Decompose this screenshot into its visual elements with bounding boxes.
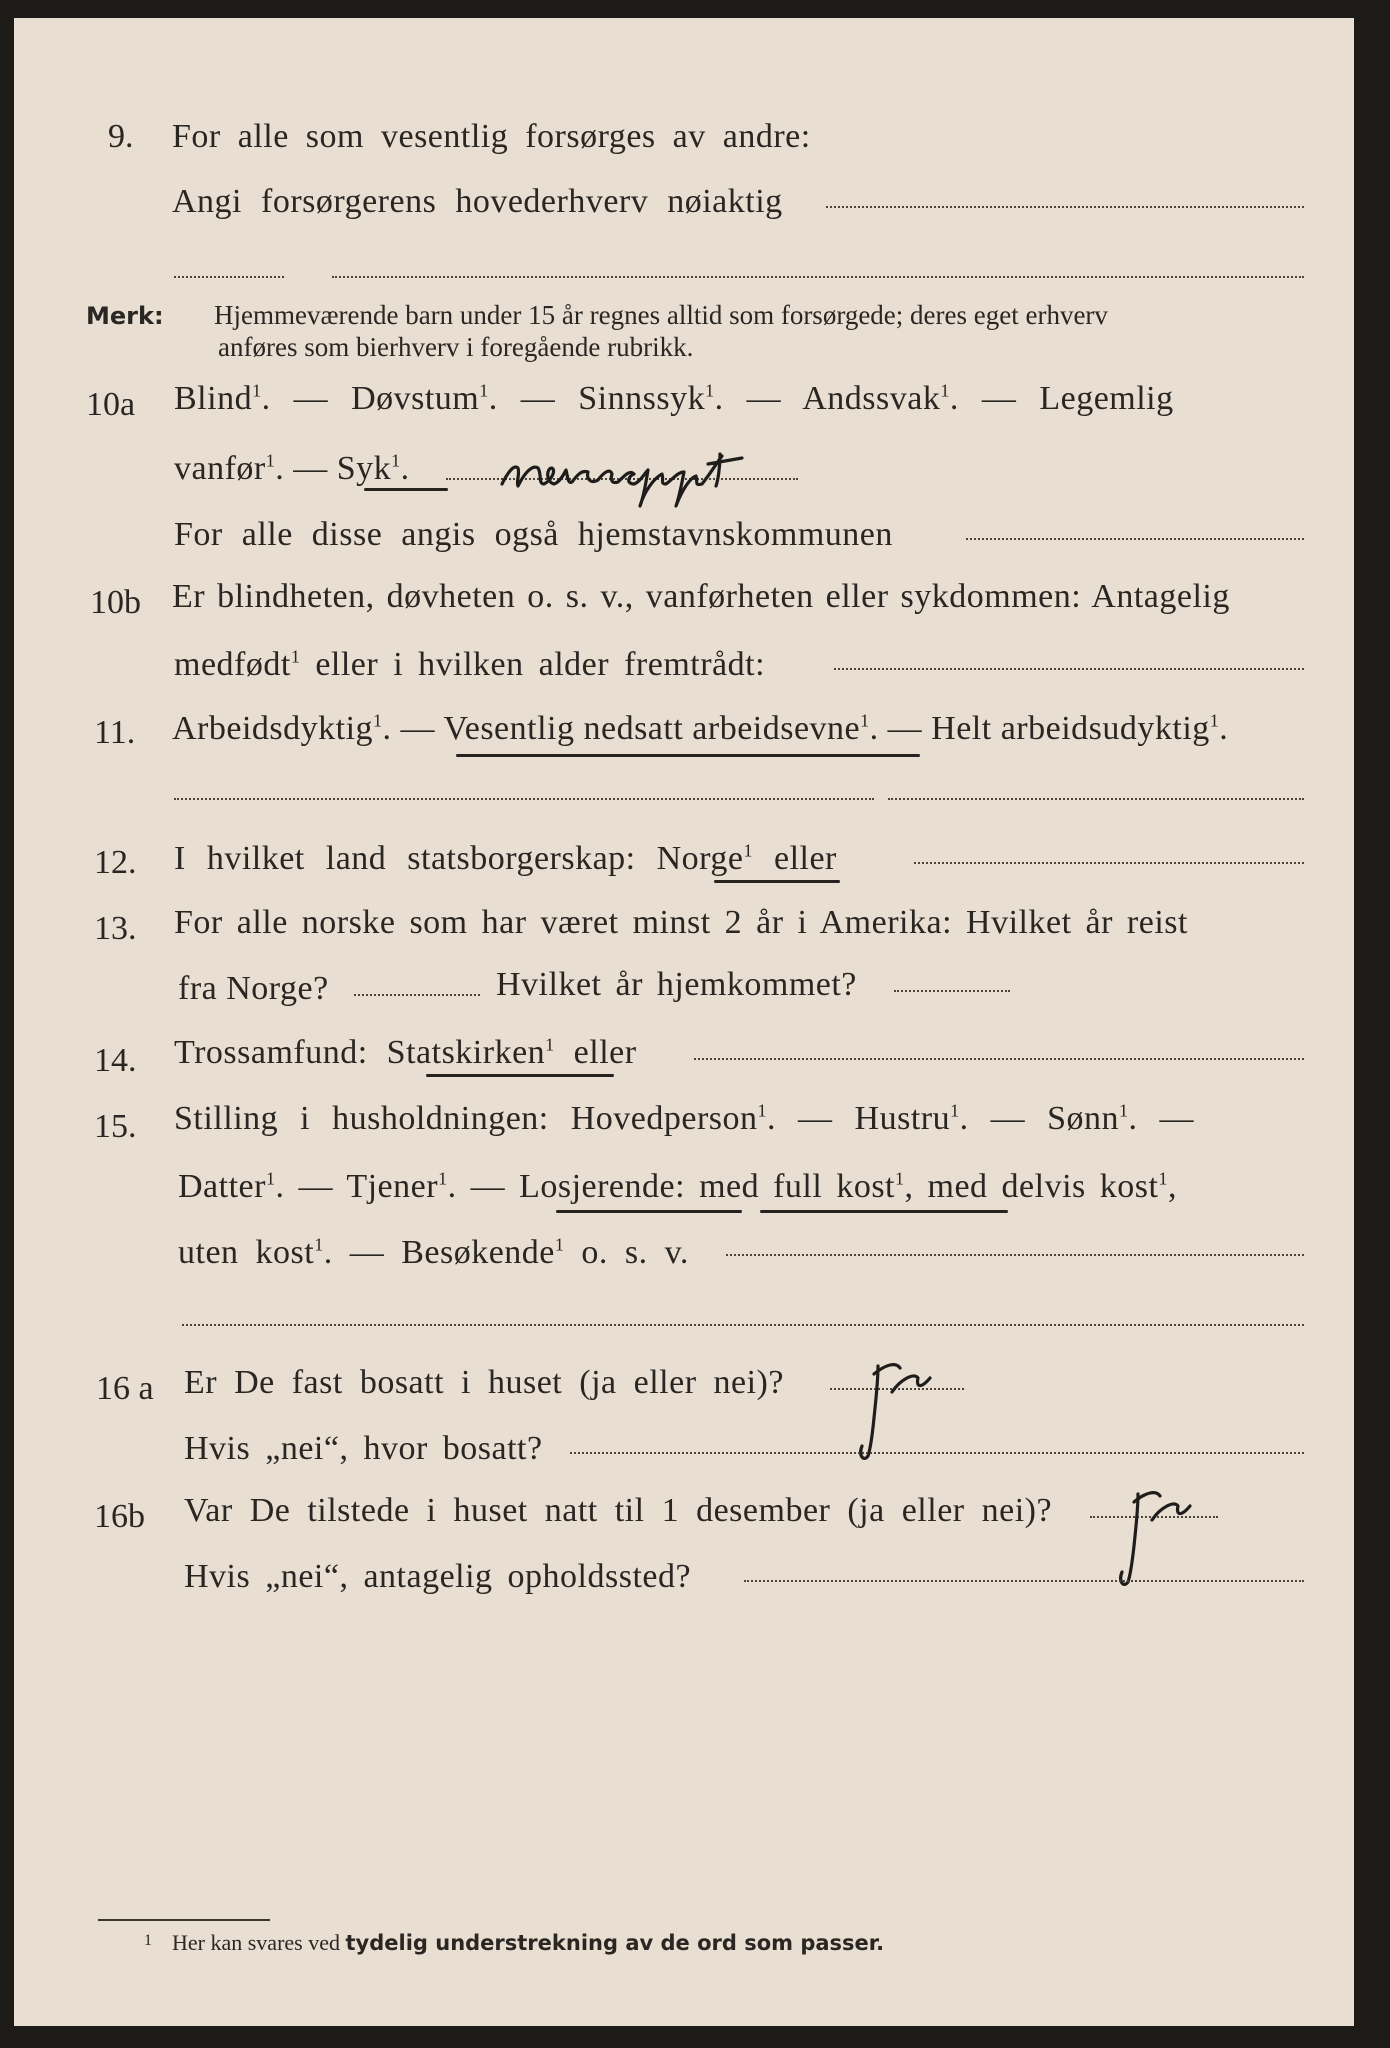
q16a-bosatt-line[interactable] (570, 1452, 1304, 1454)
option-losjerende[interactable]: Losjerende: (519, 1168, 686, 1205)
q16b-line1: Var De tilstede i huset natt til 1 desember (ja eller nei)? (184, 1492, 1053, 1529)
option-norge[interactable]: Norge (656, 840, 744, 877)
full-kost-underline (760, 1210, 1008, 1213)
q9-number: 9. (108, 118, 134, 155)
footnote-text: Her kan svares ved tydelig understrekning av de ord som passer. (172, 1930, 885, 1955)
q15-line3: uten kost$^1$. — Besøkende$^1$ o. s. v. (178, 1234, 689, 1271)
syk-underline (364, 488, 448, 491)
q16b-number: 16b (94, 1498, 145, 1535)
merk-label: Merk: (86, 302, 164, 330)
q9-answer-line-2b[interactable] (332, 276, 1304, 278)
statskirken-underline (426, 1074, 614, 1077)
q13-hjemkommet-line[interactable] (894, 990, 1010, 992)
footnote-mark: 1 (144, 1932, 152, 1949)
q10a-line3: For alle disse angis også hjemstavnskommunen (174, 516, 893, 553)
q16a-number: 16 a (96, 1370, 154, 1407)
option-med-full-kost[interactable]: med full kost (699, 1168, 895, 1205)
q9-line2: Angi forsørgerens hovederhverv nøiaktig (172, 183, 783, 220)
q15-line1: Stilling i husholdningen: Hovedperson$^1$. — Hustru$^1$. — Sønn$^1$. — (174, 1100, 1195, 1137)
q10a-number: 10a (86, 386, 136, 423)
q13-hjemkommet: Hvilket år hjemkommet? (496, 966, 857, 1003)
q13-reist: fra Norge? (178, 970, 329, 1007)
q9-answer-line[interactable] (826, 206, 1304, 208)
q9-answer-line-2a[interactable] (174, 276, 284, 278)
q10a-home-line[interactable] (966, 538, 1304, 540)
q12-number: 12. (94, 844, 137, 881)
q14-answer-line[interactable] (694, 1058, 1304, 1060)
q16b-line2: Hvis „nei“, antagelig opholdssted? (184, 1558, 692, 1595)
q14-line: Trossamfund: Statskirken$^1$ eller (174, 1034, 637, 1071)
q10b-line1: Er blindheten, døvheten o. s. v., vanførheten eller sykdommen: Antagelig (172, 578, 1230, 615)
nedsatt-underline (456, 754, 920, 757)
losjerende-underline (556, 1210, 742, 1213)
option-syk[interactable]: Syk (336, 450, 392, 487)
q13-reist-line[interactable] (354, 994, 480, 996)
q15-answer-line-2[interactable] (182, 1324, 1304, 1326)
option-arbeidsdyktig[interactable]: Arbeidsdyktig (172, 710, 374, 747)
option-vesentlig-nedsatt[interactable]: Vesentlig nedsatt arbeidsevne (443, 710, 861, 747)
q16a-line1: Er De fast bosatt i huset (ja eller nei)? (184, 1364, 784, 1401)
q15-answer-line[interactable] (726, 1254, 1304, 1256)
merk-line2: anføres som bierhverv i foregående rubrikk. (218, 332, 694, 362)
q10b-line2: medfødt$^1$ eller i hvilken alder fremtrådt: (174, 646, 766, 683)
handwritten-nervegigt (494, 434, 824, 514)
q10a-line1: Blind$^1$. — Døvstum$^1$. — Sinnssyk$^1$. — Andssvak$^1$. — Legemlig (174, 380, 1174, 417)
q9-line1: For alle som vesentlig forsørges av andre: (172, 118, 811, 155)
norge-underline (714, 880, 840, 883)
q16a-answer-line[interactable] (830, 1388, 964, 1390)
q13-number: 13. (94, 910, 137, 947)
footnote-rule (98, 1919, 270, 1921)
handwritten-ja-16b (1104, 1468, 1214, 1608)
q16a-line2: Hvis „nei“, hvor bosatt? (184, 1430, 543, 1467)
q10a-answer-line[interactable] (446, 478, 798, 480)
q11-line1: Arbeidsdyktig$^1$. — Vesentlig nedsatt arbeidsevne$^1$. — Helt arbeidsudyktig$^1$. (172, 710, 1229, 747)
q16b-opholdssted-line[interactable] (744, 1580, 1304, 1582)
q11-number: 11. (94, 714, 136, 751)
census-form-page (14, 18, 1354, 2026)
handwritten-ja-16a (844, 1338, 954, 1478)
q16b-answer-line[interactable] (1090, 1516, 1218, 1518)
q12-line: I hvilket land statsborgerskap: Norge$^1$ eller (174, 840, 837, 877)
merk-line1: Hjemmeværende barn under 15 år regnes alltid som forsørgede; deres eget erhverv (214, 300, 1108, 330)
option-statskirken[interactable]: Statskirken (386, 1034, 546, 1071)
q13-line1: For alle norske som har været minst 2 år i Amerika: Hvilket år reist (174, 904, 1188, 941)
q12-answer-line[interactable] (914, 862, 1304, 864)
q14-number: 14. (94, 1042, 137, 1079)
q10b-answer-line[interactable] (834, 668, 1304, 670)
q15-line2: Datter$^1$. — Tjener$^1$. — Losjerende: med full kost$^1$, med delvis kost$^1$, (178, 1168, 1177, 1205)
q10a-line2: vanfør$^1$. — Syk$^1$. (174, 450, 410, 487)
q11-answer-line-a[interactable] (174, 798, 874, 800)
q15-number: 15. (94, 1108, 137, 1145)
q11-answer-line-b[interactable] (888, 798, 1304, 800)
q10b-number: 10b (90, 584, 141, 621)
